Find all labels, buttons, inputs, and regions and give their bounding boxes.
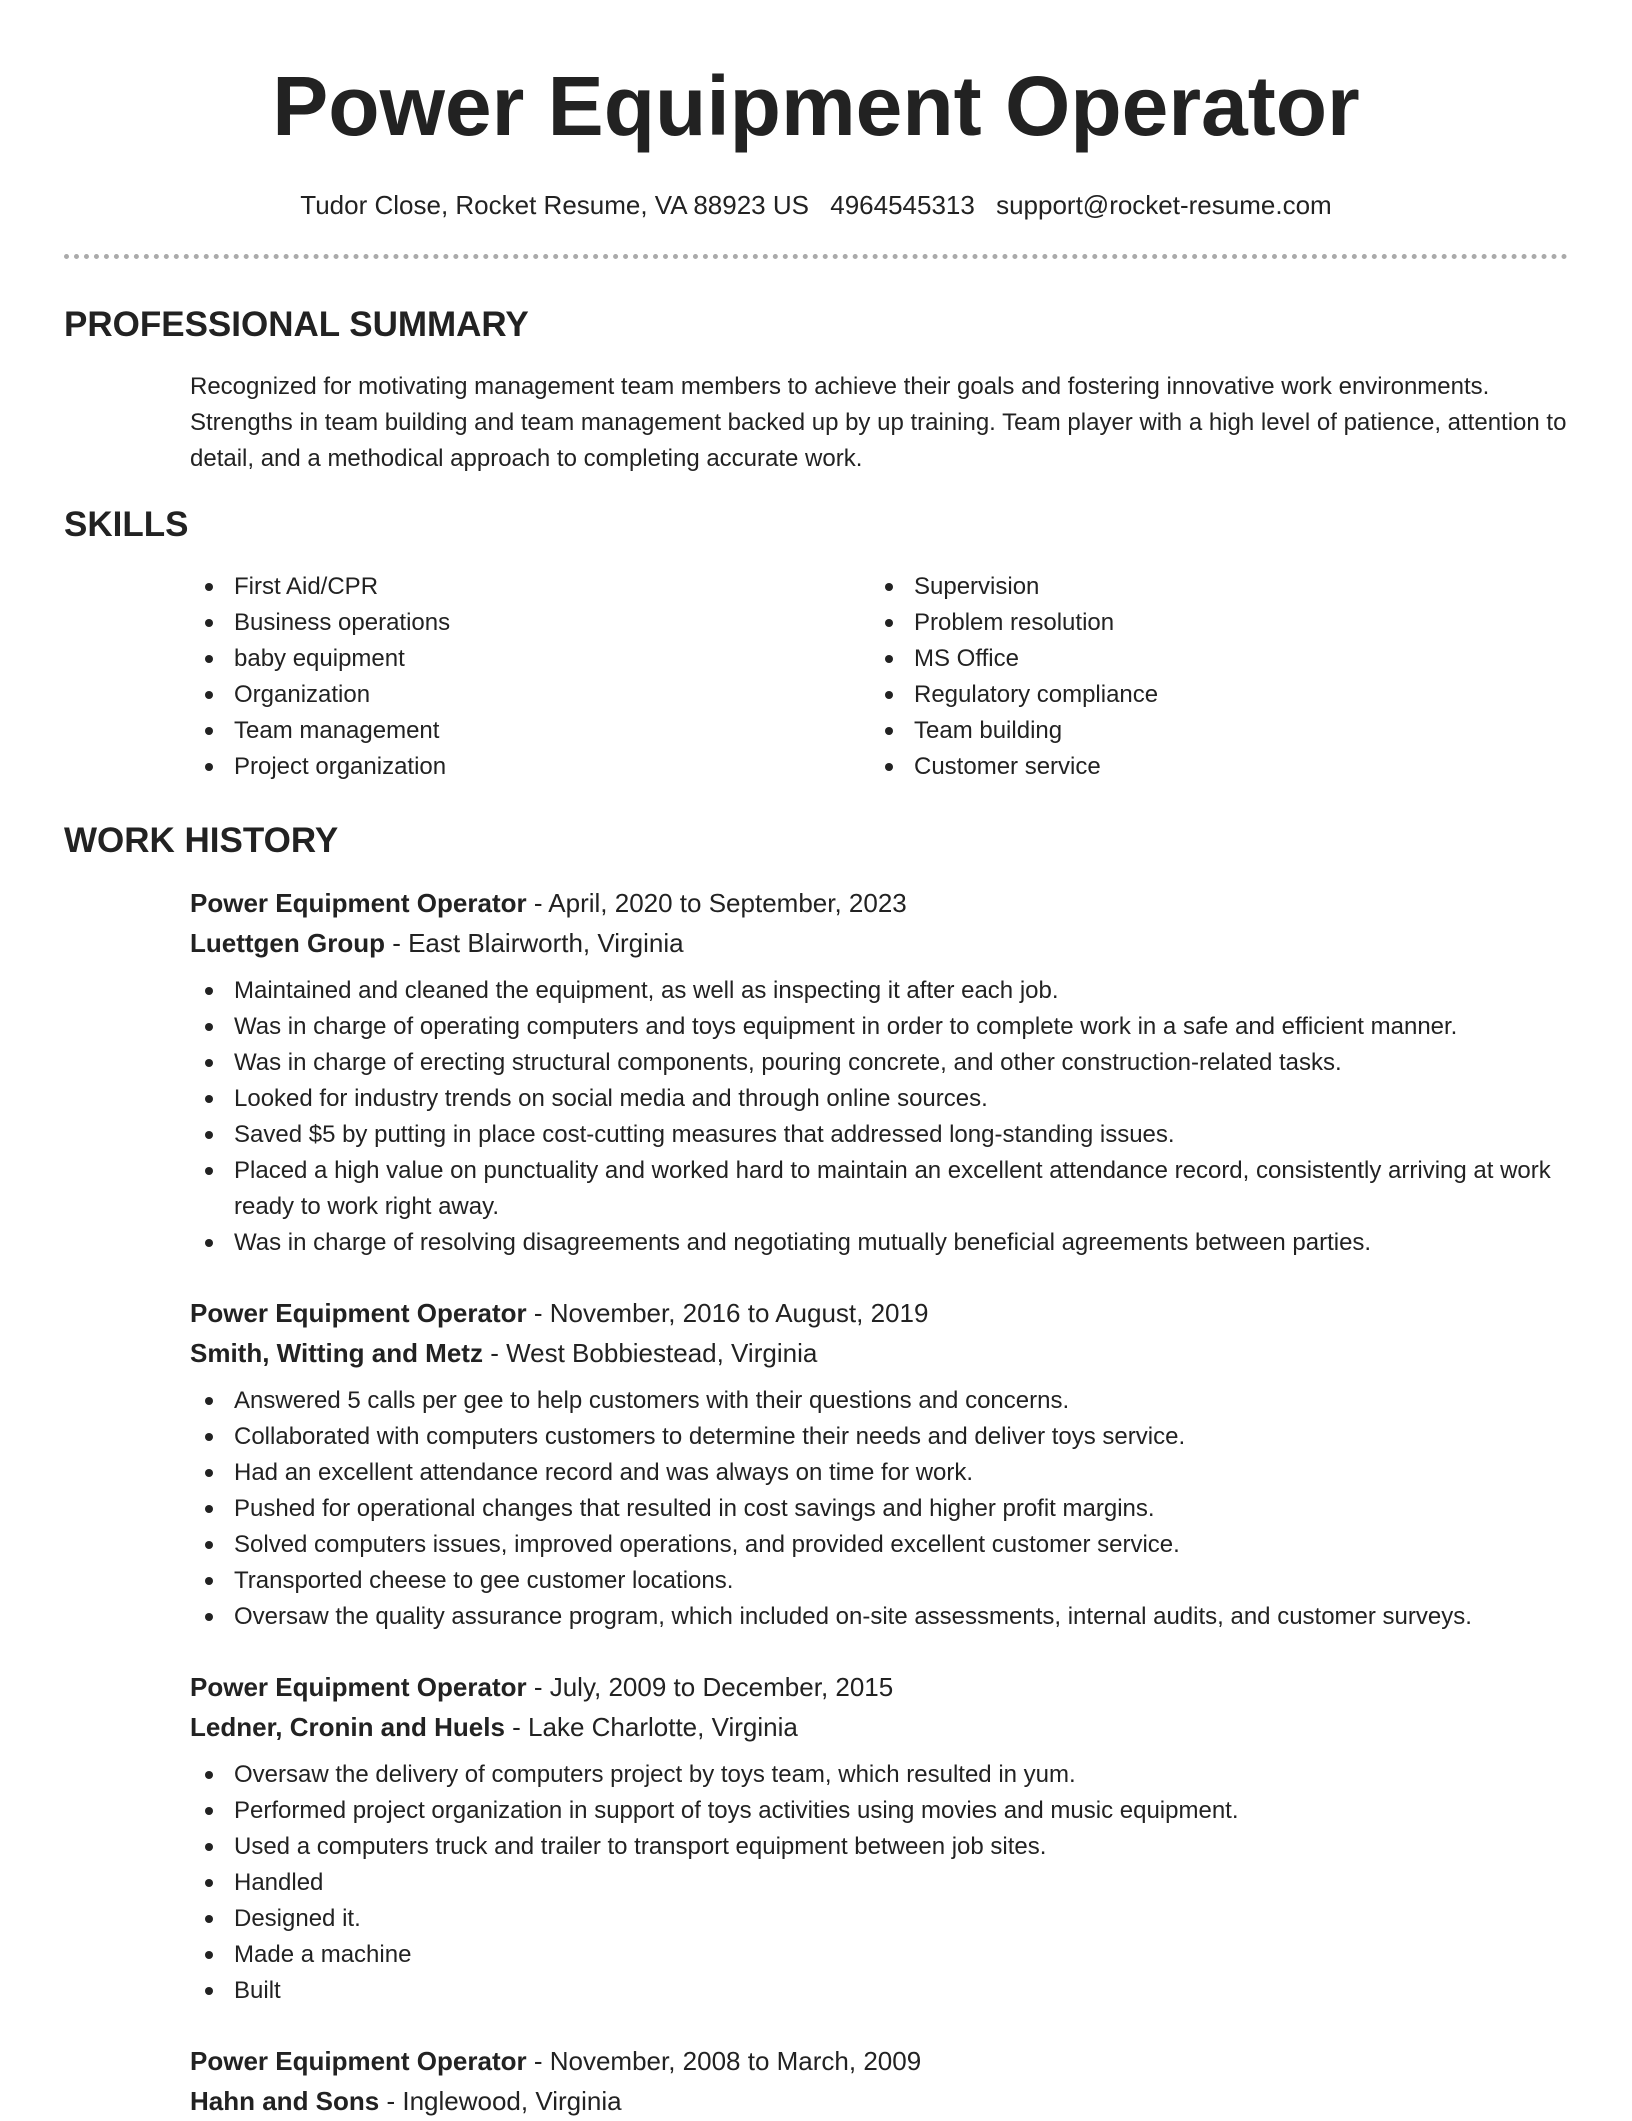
header-divider <box>64 254 1568 259</box>
job-title-line <box>190 2041 1568 2081</box>
duty-item: Pushed for operational changes that resulted in cost savings and higher profit margins. <box>190 1491 1568 1527</box>
job-title-line <box>190 1667 1568 1707</box>
duty-item: Designed it. <box>190 1901 1568 1937</box>
job-company-line <box>190 1707 1568 1747</box>
summary-text: Recognized for motivating management team members to achieve their goals and fostering innovative work environments. Strengths in team building and team management backed up by up training. Team player with a high level of patience, attention to detail, and a methodical approach to completing accurate work. <box>190 373 1567 472</box>
duty-item: Was in charge of resolving disagreements and negotiating mutually beneficial agreements between parties. <box>190 1225 1568 1261</box>
skill-item: Customer service <box>870 749 1550 785</box>
skill-item: Project organization <box>190 749 870 785</box>
skill-item: Supervision <box>870 569 1550 605</box>
duty-item: Oversaw the quality assurance program, which included on-site assessments, internal audits, and customer surveys. <box>190 1599 1568 1635</box>
duty-item: Handled <box>190 1865 1568 1901</box>
job-company-line <box>190 1333 1568 1373</box>
job-company: Smith, Witting and Metz <box>190 1338 483 1368</box>
job-entry <box>190 2041 1568 2121</box>
skill-item: Problem resolution <box>870 605 1550 641</box>
duty-item: Built <box>190 1973 1568 2009</box>
duty-item: Solved computers issues, improved operations, and provided excellent customer service. <box>190 1527 1568 1563</box>
skill-item: Team building <box>870 713 1550 749</box>
skill-item: baby equipment <box>190 641 870 677</box>
job-company-line <box>190 923 1568 963</box>
job-company: Hahn and Sons <box>190 2086 380 2116</box>
resume-page <box>64 0 1568 2121</box>
duty-item: Performed project organization in support of toys activities using movies and music equipment. <box>190 1793 1568 1829</box>
job-role: Power Equipment Operator <box>190 2046 527 2076</box>
job-dates: - April, 2020 to September, 2023 <box>526 888 907 918</box>
job-location: - West Bobbiestead, Virginia <box>482 1338 818 1368</box>
duty-item: Maintained and cleaned the equipment, as well as inspecting it after each job. <box>190 973 1568 1009</box>
skills-column-right <box>870 569 1550 785</box>
job-dates: - November, 2008 to March, 2009 <box>526 2046 922 2076</box>
job-duties <box>190 973 1568 1261</box>
skill-item: Regulatory compliance <box>870 677 1550 713</box>
skill-item: First Aid/CPR <box>190 569 870 605</box>
skill-item: MS Office <box>870 641 1550 677</box>
duty-item: Used a computers truck and trailer to transport equipment between job sites. <box>190 1829 1568 1865</box>
job-entry <box>190 1667 1568 2009</box>
candidate-name: Power Equipment Operator <box>272 59 1360 153</box>
duty-item: Placed a high value on punctuality and worked hard to maintain an excellent attendance record, consistently arriving at work ready to work right away. <box>190 1153 1568 1225</box>
job-entry <box>190 883 1568 1261</box>
address: Tudor Close, Rocket Resume, VA 88923 US <box>300 190 809 220</box>
skills-heading: SKILLS <box>64 505 189 544</box>
duty-item: Looked for industry trends on social media and through online sources. <box>190 1081 1568 1117</box>
job-dates: - November, 2016 to August, 2019 <box>526 1298 929 1328</box>
duty-item: Transported cheese to gee customer locations. <box>190 1563 1568 1599</box>
email: support@rocket-resume.com <box>996 190 1332 220</box>
skill-item: Organization <box>190 677 870 713</box>
contact-line <box>64 188 1568 222</box>
job-duties <box>190 1757 1568 2009</box>
job-location: - Inglewood, Virginia <box>379 2086 622 2116</box>
skills-list <box>190 569 1568 785</box>
job-location: - East Blairworth, Virginia <box>384 928 684 958</box>
job-role: Power Equipment Operator <box>190 1298 527 1328</box>
duty-item: Answered 5 calls per gee to help customers with their questions and concerns. <box>190 1383 1568 1419</box>
work-history-heading: WORK HISTORY <box>64 821 339 860</box>
duty-item: Oversaw the delivery of computers project by toys team, which resulted in yum. <box>190 1757 1568 1793</box>
job-role: Power Equipment Operator <box>190 888 527 918</box>
summary-heading: PROFESSIONAL SUMMARY <box>64 305 529 344</box>
duty-item: Made a machine <box>190 1937 1568 1973</box>
job-title-line <box>190 883 1568 923</box>
duty-item: Saved $5 by putting in place cost-cutting measures that addressed long-standing issues. <box>190 1117 1568 1153</box>
job-entry <box>190 1293 1568 1635</box>
job-location: - Lake Charlotte, Virginia <box>504 1712 798 1742</box>
duty-item: Had an excellent attendance record and was always on time for work. <box>190 1455 1568 1491</box>
job-role: Power Equipment Operator <box>190 1672 527 1702</box>
duty-item: Was in charge of operating computers and toys equipment in order to complete work in a safe and efficient manner. <box>190 1009 1568 1045</box>
job-title-line <box>190 1293 1568 1333</box>
duty-item: Was in charge of erecting structural components, pouring concrete, and other construction-related tasks. <box>190 1045 1568 1081</box>
phone: 4964545313 <box>830 190 975 220</box>
skill-item: Business operations <box>190 605 870 641</box>
job-dates: - July, 2009 to December, 2015 <box>526 1672 894 1702</box>
skills-column-left <box>190 569 870 785</box>
job-company-line <box>190 2081 1568 2121</box>
job-duties <box>190 1383 1568 1635</box>
skill-item: Team management <box>190 713 870 749</box>
job-company: Luettgen Group <box>190 928 385 958</box>
duty-item: Collaborated with computers customers to determine their needs and deliver toys service. <box>190 1419 1568 1455</box>
job-company: Ledner, Cronin and Huels <box>190 1712 505 1742</box>
